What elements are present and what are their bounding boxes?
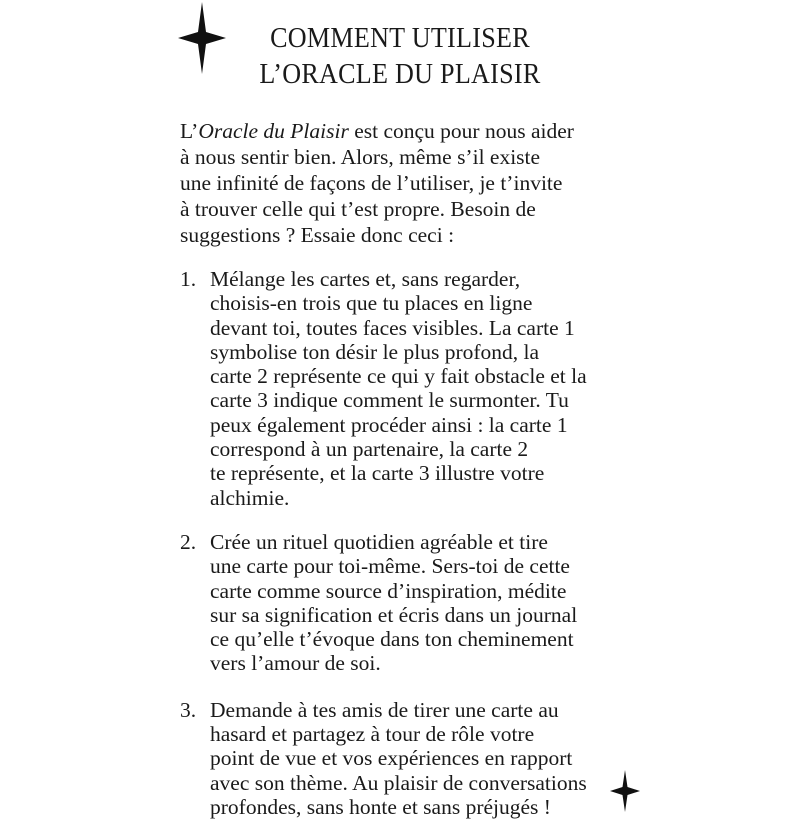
list-item-number: 3. xyxy=(180,697,197,722)
intro-line-text: est conçu pour nous aider xyxy=(348,119,574,143)
list-item-line: carte 2 représente ce qui y fait obstacle et la xyxy=(210,364,587,389)
list-item xyxy=(180,530,640,676)
list-item-line: choisis-en trois que tu places en ligne xyxy=(210,291,533,316)
star-icon xyxy=(610,770,640,812)
book-title: Oracle du Plaisir xyxy=(198,119,349,143)
list-item-number: 1. xyxy=(180,267,197,291)
page-title-line-2: L’ORACLE DU PLAISIR xyxy=(259,58,541,90)
list-item-number: 2. xyxy=(180,529,197,554)
list-item-line: profondes, sans honte et sans préjugés ! xyxy=(210,794,551,819)
list-item-line: carte 3 indique comment le surmonter. Tu xyxy=(210,388,569,413)
list-item-line: avec son thème. Au plaisir de conversations xyxy=(210,770,587,795)
list-item-line: alchimie. xyxy=(210,485,290,510)
list-item-line: symbolise ton désir le plus profond, la xyxy=(210,339,540,364)
list-item-line: point de vue et vos expériences en rapport xyxy=(210,746,573,771)
list-item xyxy=(180,698,640,819)
intro-line xyxy=(180,118,630,144)
intro-line: suggestions ? Essaie donc ceci : xyxy=(180,223,455,247)
list-item-line: Mélange les cartes et, sans regarder, xyxy=(210,267,521,291)
list-item-line: devant toi, toutes faces visibles. La carte 1 xyxy=(210,315,575,340)
list-item-line: vers l’amour de soi. xyxy=(210,651,381,676)
list-item xyxy=(180,267,640,510)
list-item-line: correspond à un partenaire, la carte 2 xyxy=(210,437,529,462)
list-item-line: ce qu’elle t’évoque dans ton cheminement xyxy=(210,627,574,652)
steps-list xyxy=(180,267,640,819)
list-item-line: carte comme source d’inspiration, médite xyxy=(210,578,567,603)
list-item-line: te représente, et la carte 3 illustre votre xyxy=(210,461,545,486)
intro-line: à trouver celle qui t’est propre. Besoin de xyxy=(180,197,536,221)
list-item-line: Demande à tes amis de tirer une carte au xyxy=(210,697,559,722)
page-title-line-1: COMMENT UTILISER xyxy=(270,22,530,54)
list-item-line: peux également procéder ainsi : la carte 1 xyxy=(210,412,568,437)
list-item-line: une carte pour toi-même. Sers-toi de cette xyxy=(210,554,570,579)
intro-lead: L’ xyxy=(180,119,199,143)
list-item-line: Crée un rituel quotidien agréable et tire xyxy=(210,529,548,554)
intro-paragraph xyxy=(180,118,630,248)
intro-line: à nous sentir bien. Alors, même s’il existe xyxy=(180,145,541,169)
list-item-line: hasard et partagez à tour de rôle votre xyxy=(210,722,535,747)
intro-line: une infinité de façons de l’utiliser, je t’invite xyxy=(180,171,563,195)
list-item-line: sur sa signification et écris dans un journal xyxy=(210,602,578,627)
